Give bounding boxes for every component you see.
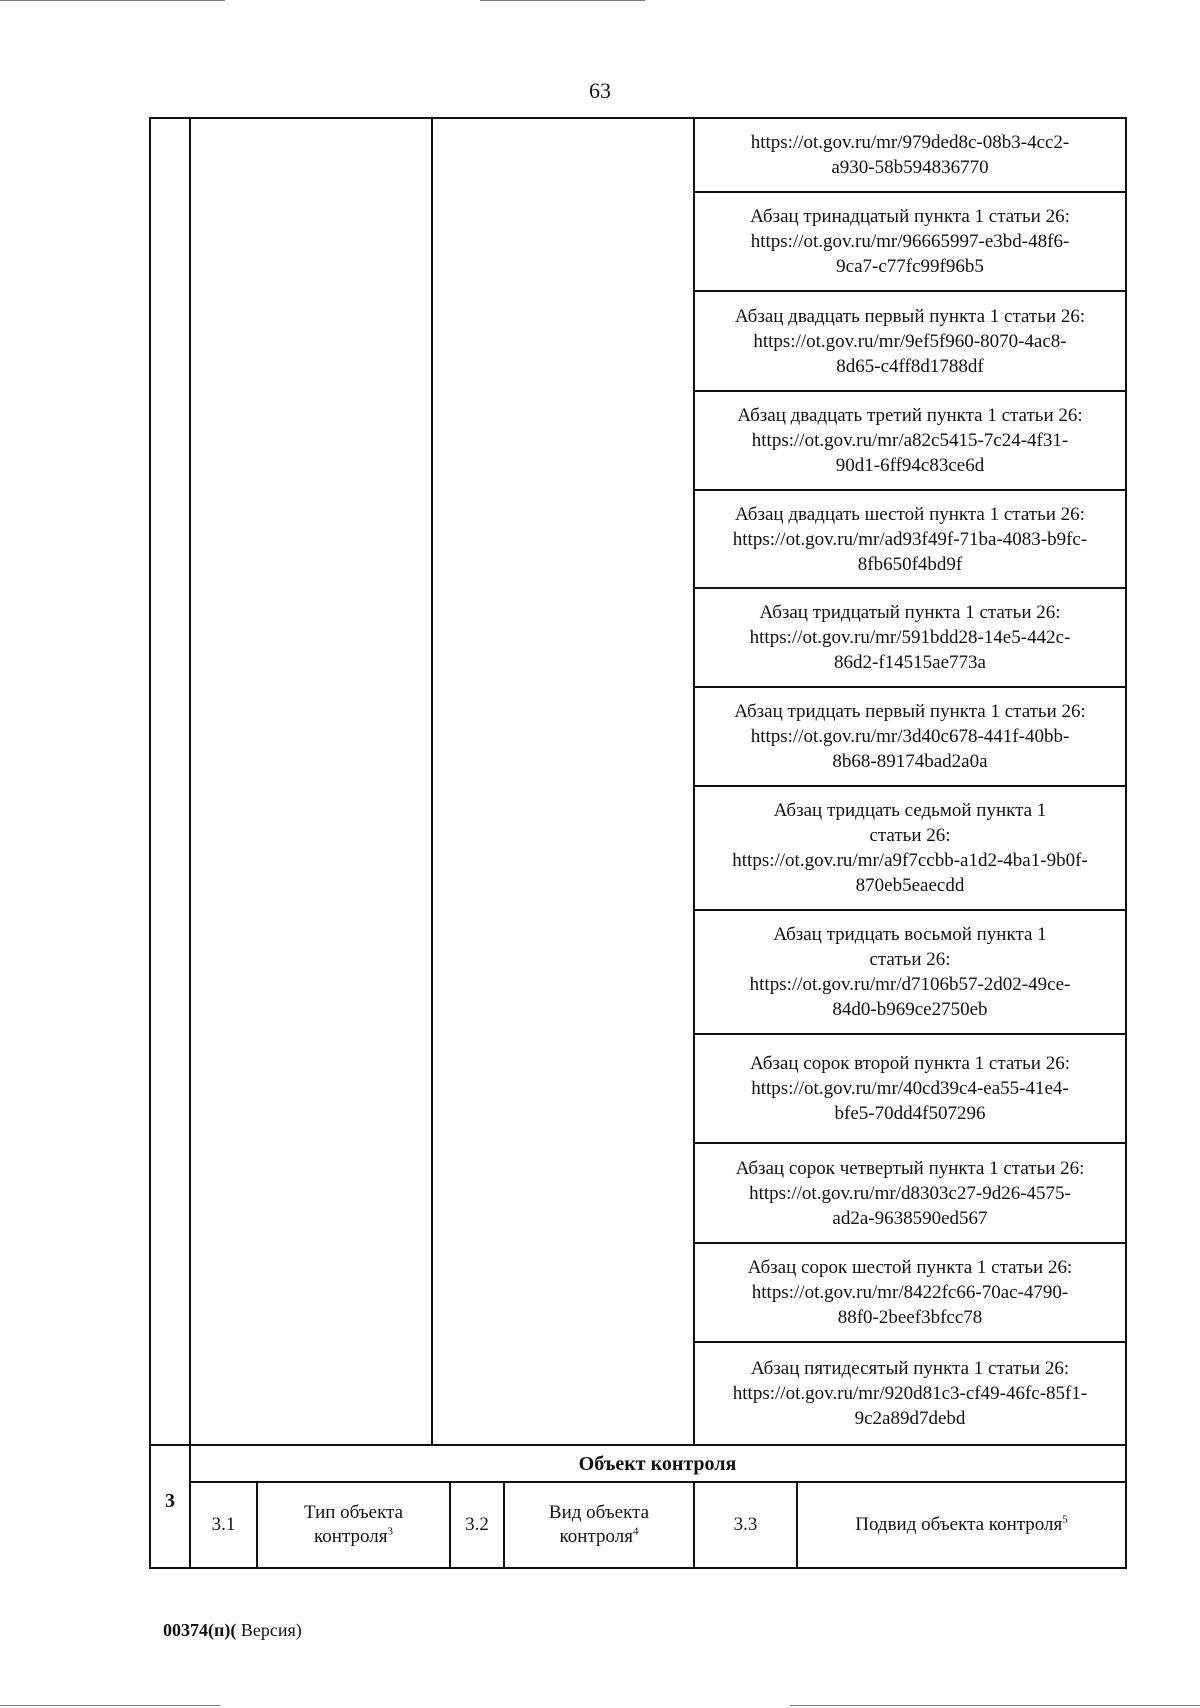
reference-link[interactable]: https://ot.gov.ru/mr/d8303c27-9d26-4575- xyxy=(749,1182,1071,1204)
section-number: 3 xyxy=(165,1490,175,1512)
document-code xyxy=(163,1620,302,1641)
reference-text: Абзац сорок второй пункта 1 статьи 26: xyxy=(749,1053,1071,1074)
item-number xyxy=(695,1482,796,1568)
table-column-1-divider xyxy=(189,117,191,1569)
reference-cell xyxy=(695,1035,1125,1142)
reference-link[interactable]: 9ca7-c77fc99f96b5 xyxy=(836,256,984,277)
reference-link[interactable]: https://ot.gov.ru/mr/8422fc66-70ac-4790- xyxy=(751,1282,1069,1303)
reference-link[interactable]: 8fb650f4bd9f xyxy=(857,553,963,575)
reference-link[interactable]: https://ot.gov.ru/mr/40cd39c4-ea55-41e4- xyxy=(751,1078,1069,1099)
document-code-number: 00374(п)( xyxy=(163,1620,237,1640)
reference-text: статьи 26: xyxy=(869,949,951,970)
section-title: Объект контроля xyxy=(578,1452,737,1475)
reference-text: Абзац двадцать третий пункта 1 статьи 26: xyxy=(737,405,1083,426)
table-left-border xyxy=(149,117,151,1569)
item-number-text: 3.3 xyxy=(733,1514,758,1535)
reference-link[interactable]: 88f0-2beef3bfcc78 xyxy=(837,1307,983,1328)
reference-link[interactable]: 90d1-6ff94c83ce6d xyxy=(835,455,985,476)
reference-link[interactable]: 870eb5eaecdd xyxy=(855,875,965,896)
table-right-border xyxy=(1125,117,1127,1569)
reference-text: Абзац сорок четвертый пункта 1 статьи 26: xyxy=(735,1157,1085,1179)
footnote-marker: 5 xyxy=(1062,1513,1068,1526)
footnote-marker: 3 xyxy=(387,1525,393,1538)
reference-link[interactable]: https://ot.gov.ru/mr/a9f7ccbb-a1d2-4ba1-9b0f- xyxy=(732,850,1088,871)
reference-link[interactable]: https://ot.gov.ru/mr/ad93f49f-71ba-4083-b9fc- xyxy=(732,528,1088,550)
reference-link[interactable]: 84d0-b969ce2750eb xyxy=(832,999,988,1020)
reference-text: Абзац пятидесятый пункта 1 статьи 26: xyxy=(750,1358,1070,1379)
reference-link[interactable]: 86d2-f14515ae773a xyxy=(834,652,986,673)
reference-cell xyxy=(695,491,1125,587)
reference-text: Абзац тридцатый пункта 1 статьи 26: xyxy=(759,602,1061,623)
item-label-line: Подвид объекта контроля xyxy=(855,1514,1063,1535)
reference-text: Абзац двадцать первый пункта 1 статьи 26: xyxy=(734,305,1086,327)
item-label-line: контроля xyxy=(314,1526,388,1547)
item-label xyxy=(258,1482,449,1568)
reference-cell xyxy=(695,119,1125,191)
reference-link[interactable]: 8b68-89174bad2a0a xyxy=(832,751,988,772)
reference-cell xyxy=(695,193,1125,290)
reference-cell xyxy=(695,392,1125,489)
reference-cell xyxy=(695,787,1125,909)
reference-cell xyxy=(695,1343,1125,1444)
table-bottom-border xyxy=(149,1567,1127,1569)
reference-text: Абзац тридцать восьмой пункта 1 xyxy=(773,924,1047,945)
reference-cell xyxy=(695,589,1125,686)
item-number-text: 3.1 xyxy=(211,1514,236,1535)
item-label-line: Вид объекта xyxy=(548,1502,650,1523)
item-label xyxy=(798,1482,1125,1568)
reference-link[interactable]: https://ot.gov.ru/mr/a82c5415-7c24-4f31- xyxy=(751,430,1069,451)
reference-link[interactable]: https://ot.gov.ru/mr/96665997-e3bd-48f6- xyxy=(750,231,1070,252)
item-label-line: Тип объекта xyxy=(303,1502,404,1523)
reference-cell xyxy=(695,1244,1125,1341)
table-column-2-divider xyxy=(431,117,433,1446)
reference-link[interactable]: https://ot.gov.ru/mr/979ded8c-08b3-4cc2- xyxy=(750,132,1070,153)
reference-text: Абзац двадцать шестой пункта 1 статьи 26: xyxy=(735,503,1085,525)
scan-artifact-top-left xyxy=(0,0,225,1)
document-version: Версия) xyxy=(236,1620,302,1640)
item-label-line: контроля xyxy=(559,1526,633,1547)
reference-link[interactable]: https://ot.gov.ru/mr/d7106b57-2d02-49ce- xyxy=(749,974,1071,995)
scan-artifact-top-center xyxy=(480,0,645,1)
reference-link[interactable]: https://ot.gov.ru/mr/920d81c3-cf49-46fc-85f1- xyxy=(732,1383,1088,1404)
reference-cell xyxy=(695,292,1125,390)
reference-link[interactable]: 8d65-c4ff8d1788df xyxy=(836,355,984,377)
reference-link[interactable]: 9c2a89d7debd xyxy=(854,1408,966,1429)
reference-link[interactable]: https://ot.gov.ru/mr/3d40c678-441f-40bb- xyxy=(750,726,1070,747)
scan-artifact-bottom-right xyxy=(790,1705,1200,1706)
item-number xyxy=(191,1482,256,1568)
scan-artifact-bottom-left xyxy=(0,1705,220,1706)
reference-link[interactable]: a930-58b594836770 xyxy=(831,157,989,178)
page-number: 63 xyxy=(589,78,611,103)
item-number-text: 3.2 xyxy=(465,1514,489,1535)
reference-link[interactable]: ad2a-9638590ed567 xyxy=(832,1207,988,1229)
reference-link[interactable]: bfe5-70dd4f507296 xyxy=(834,1103,986,1124)
item-number xyxy=(451,1482,503,1568)
reference-cell xyxy=(695,911,1125,1033)
reference-link[interactable]: https://ot.gov.ru/mr/591bdd28-14e5-442c- xyxy=(749,627,1071,648)
item-label xyxy=(505,1482,693,1568)
footnote-marker: 4 xyxy=(632,1525,639,1538)
reference-text: Абзац тридцать седьмой пункта 1 xyxy=(773,800,1047,821)
reference-text: статьи 26: xyxy=(869,825,951,846)
reference-text: Абзац сорок шестой пункта 1 статьи 26: xyxy=(747,1257,1073,1278)
reference-text: Абзац тридцать первый пункта 1 статьи 26: xyxy=(734,701,1086,722)
reference-link[interactable]: https://ot.gov.ru/mr/9ef5f960-8070-4ac8- xyxy=(753,330,1067,352)
reference-cell xyxy=(695,1144,1125,1242)
reference-cell xyxy=(695,688,1125,785)
reference-text: Абзац тринадцатый пункта 1 статьи 26: xyxy=(750,206,1070,227)
